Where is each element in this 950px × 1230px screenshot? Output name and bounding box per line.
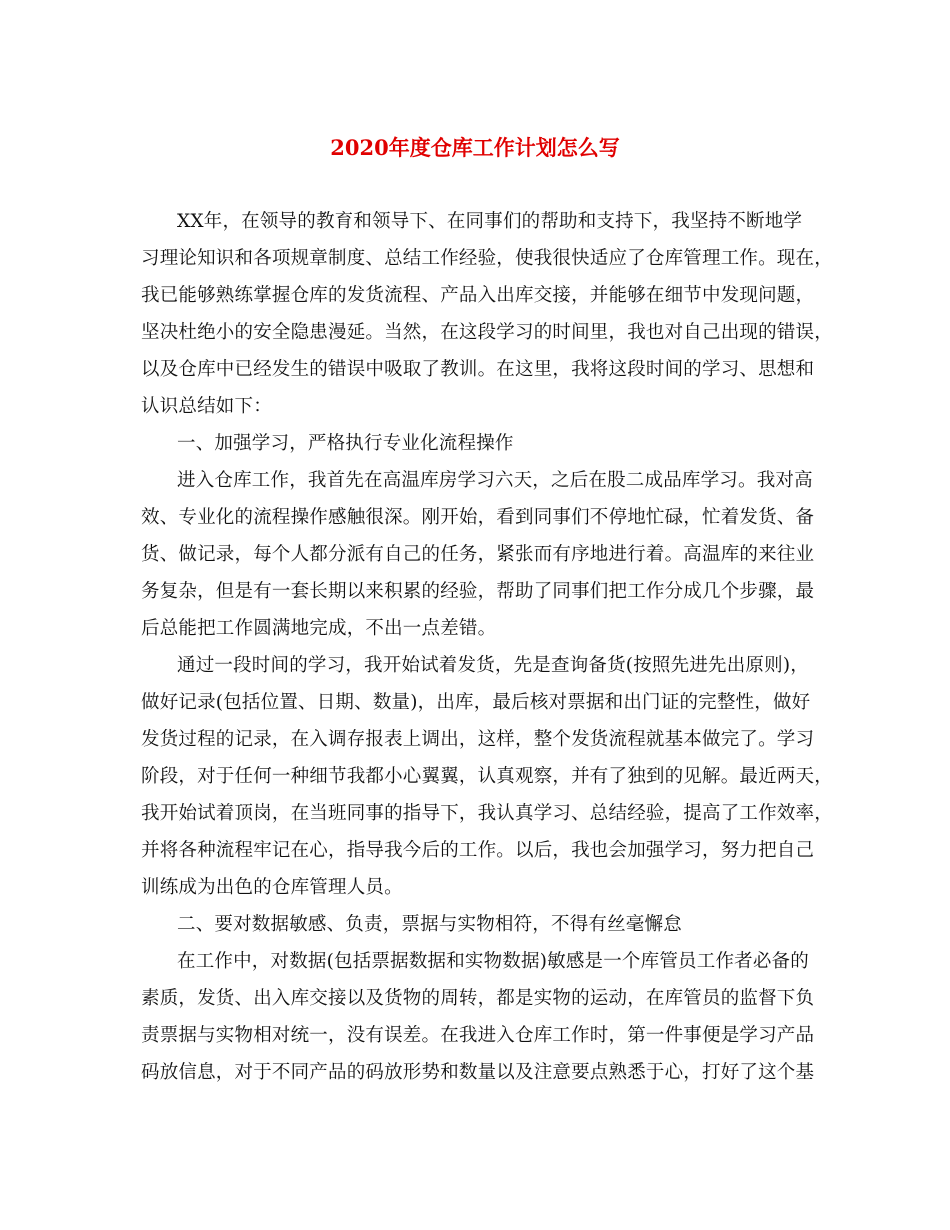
paragraph-line: 效、专业化的流程操作感触很深。刚开始，看到同事们不停地忙碌，忙着发货、备 bbox=[141, 507, 815, 528]
paragraph-line: 进入仓库工作，我首先在高温库房学习六天，之后在股二成品库学习。我对高 bbox=[177, 470, 813, 491]
paragraph-line: 一、加强学习，严格执行专业化流程操作 bbox=[177, 433, 514, 454]
paragraph-line: 后总能把工作圆满地完成，不出一点差错。 bbox=[141, 618, 497, 639]
paragraph-line: 坚决杜绝小的安全隐患漫延。当然，在这段学习的时间里，我也对自己出现的错误， bbox=[141, 322, 833, 343]
paragraph-line: 以及仓库中已经发生的错误中吸取了教训。在这里，我将这段时间的学习、思想和 bbox=[141, 359, 815, 380]
paragraph-line: 阶段，对于任何一种细节我都小心翼翼，认真观察，并有了独到的见解。最近两天， bbox=[141, 766, 833, 787]
paragraph-line: 习理论知识和各项规章制度、总结工作经验，使我很快适应了仓库管理工作。现在， bbox=[141, 248, 833, 269]
paragraph-line: 认识总结如下： bbox=[141, 396, 272, 417]
paragraph-line: 二、要对数据敏感、负责，票据与实物相符，不得有丝毫懈怠 bbox=[177, 914, 682, 935]
paragraph-line: 发货过程的记录，在入调存报表上调出，这样，整个发货流程就基本做完了。学习 bbox=[141, 729, 815, 750]
paragraph-line: XX年，在领导的教育和领导下、在同事们的帮助和支持下，我坚持不断地学 bbox=[177, 211, 803, 232]
paragraph-line: 做好记录(包括位置、日期、数量)，出库，最后核对票据和出门证的完整性，做好 bbox=[141, 692, 811, 713]
paragraph-line: 通过一段时间的学习，我开始试着发货，先是查询备货(按照先进先出原则)， bbox=[177, 655, 809, 676]
document-title: 2020年度仓库工作计划怎么写 bbox=[330, 135, 620, 160]
paragraph-line: 在工作中，对数据(包括票据数据和实物数据)敏感是一个库管员工作者必备的 bbox=[177, 951, 809, 972]
paragraph-line: 我已能够熟练掌握仓库的发货流程、产品入出库交接，并能够在细节中发现问题， bbox=[141, 285, 815, 306]
paragraph-line: 务复杂，但是有一套长期以来积累的经验，帮助了同事们把工作分成几个步骤，最 bbox=[141, 581, 815, 602]
paragraph-line: 训练成为出色的仓库管理人员。 bbox=[141, 877, 403, 898]
paragraph-line: 责票据与实物相对统一，没有误差。在我进入仓库工作时，第一件事便是学习产品 bbox=[141, 1025, 815, 1046]
paragraph-line: 码放信息，对于不同产品的码放形势和数量以及注意要点熟悉于心，打好了这个基 bbox=[141, 1062, 815, 1083]
paragraph-line: 并将各种流程牢记在心，指导我今后的工作。以后，我也会加强学习，努力把自己 bbox=[141, 840, 815, 861]
paragraph-line: 货、做记录，每个人都分派有自己的任务，紧张而有序地进行着。高温库的来往业 bbox=[141, 544, 815, 565]
paragraph-line: 素质，发货、出入库交接以及货物的周转，都是实物的运动，在库管员的监督下负 bbox=[141, 988, 815, 1009]
paragraph-line: 我开始试着顶岗，在当班同事的指导下，我认真学习、总结经验，提高了工作效率， bbox=[141, 803, 833, 824]
